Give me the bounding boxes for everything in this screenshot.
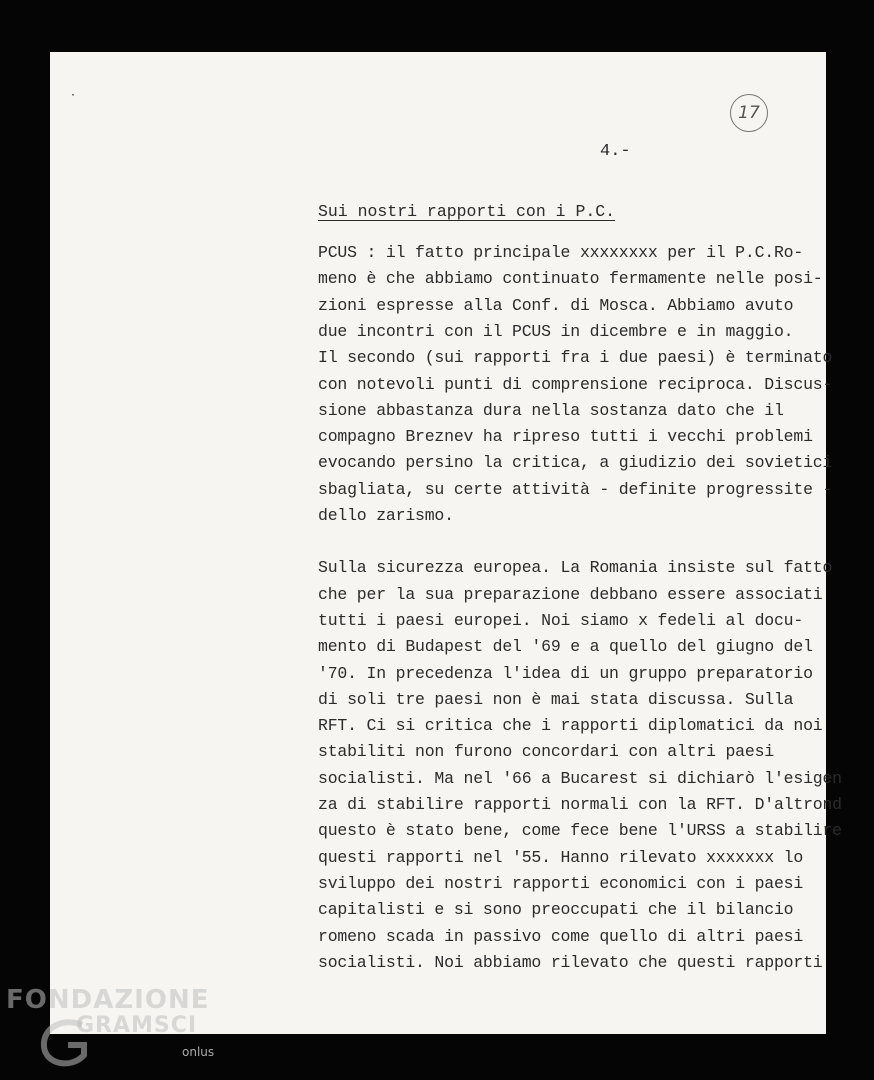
text-line: socialisti. Ma nel '66 a Bucarest si dichiarò l'esigen: [318, 768, 842, 788]
section-heading: Sui nostri rapporti con i P.C.: [318, 202, 616, 221]
text-line: due incontri con il PCUS in dicembre e in maggio.: [318, 321, 794, 341]
text-line: stabiliti non furono concordari con altri paesi: [318, 742, 774, 762]
text-line: questi rapporti nel '55. Hanno rilevato xxxxxxx lo: [318, 847, 804, 867]
text-line: meno è che abbiamo continuato fermamente nelle posi-: [318, 269, 823, 289]
text-line: PCUS : il fatto principale xxxxxxxx per il P.C.Ro-: [318, 243, 804, 262]
text-line: di soli tre paesi non è mai stata discussa. Sulla: [318, 689, 794, 709]
text-line: Sulla sicurezza europea. La Romania insiste sul fatto: [318, 558, 833, 578]
archive-stamp: 17: [730, 94, 768, 132]
text-line: '70. In precedenza l'idea di un gruppo preparatorio: [318, 663, 813, 683]
document-page: [50, 52, 842, 1034]
text-line: Il secondo (sui rapporti fra i due paesi) è terminato: [318, 348, 833, 368]
text-line: dello zarismo.: [318, 506, 454, 525]
text-line: za di stabilire rapporti normali con la RFT. D'altrond: [318, 795, 842, 814]
text-line: con notevoli punti di comprensione reciproca. Discus-: [318, 374, 833, 394]
text-line: zioni espresse alla Conf. di Mosca. Abbiamo avuto: [318, 295, 794, 315]
watermark-line1: FONDAZIONE: [6, 985, 210, 1015]
text-line: tutti i paesi europei. Noi siamo x fedeli al docu-: [318, 610, 804, 630]
text-line: questo è stato bene, come fece bene l'URSS a stabilire: [318, 821, 842, 841]
text-line: sione abbastanza dura nella sostanza dato che il: [318, 400, 784, 420]
text-line: evocando persino la critica, a giudizio dei sovietici: [318, 453, 833, 473]
text-line: romeno scada in passivo come quello di altri paesi: [318, 926, 804, 946]
text-line: sbagliata, su certe attività - definite progressite -: [318, 479, 833, 499]
text-line: capitalisti e si sono preoccupati che il bilancio: [318, 900, 794, 920]
text-line: mento di Budapest del '69 e a quello del giugno del: [318, 637, 813, 657]
text-line: che per la sua preparazione debbano essere associati: [318, 584, 823, 604]
watermark-suffix: onlus: [182, 1045, 215, 1059]
fondazione-gramsci-watermark: [6, 985, 226, 1075]
text-line: socialisti. Noi abbiamo rilevato che questi rapporti: [318, 952, 823, 972]
ink-speck: ·: [70, 90, 77, 101]
text-line: compagno Breznev ha ripreso tutti i vecchi problemi: [318, 427, 813, 447]
text-line: RFT. Ci si critica che i rapporti diplomatici da noi: [318, 716, 823, 736]
watermark-line2: GRAMSCI: [76, 1013, 198, 1038]
page-number: 4.-: [600, 142, 631, 161]
gramsci-logo-icon: [34, 1015, 94, 1071]
text-line: sviluppo dei nostri rapporti economici con i paesi: [318, 873, 804, 893]
